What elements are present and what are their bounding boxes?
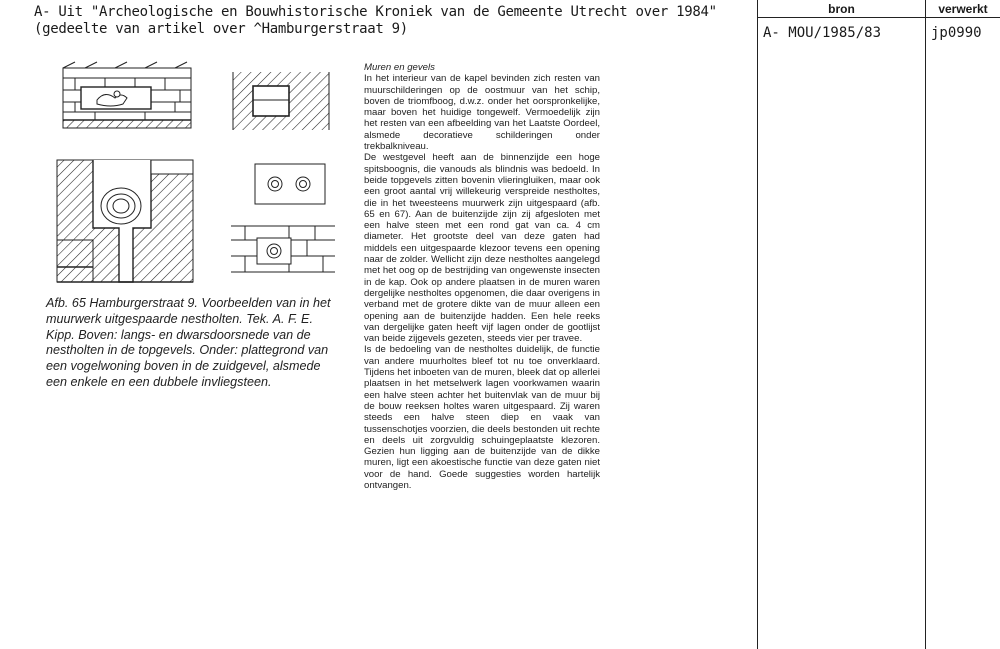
column-divider-middle (925, 0, 926, 649)
entry-stones (231, 164, 335, 272)
figure-caption: Afb. 65 Hamburgerstraat 9. Voorbeelden van in het muurwerk uitgespaarde nestholten. Tek. A. F. E. Kipp. Boven: langs- en dwarsdoorsnede van de nestholten in de topgevels. Onder: plattegrond van een vogelwoning boven in de zuidgevel, alsmede een enkele en een dubbele invliegsteen. (46, 296, 331, 389)
bron-label: bron (828, 2, 855, 16)
verwerkt-value: jp0990 (931, 25, 982, 41)
bird-dwelling-plan (57, 160, 193, 282)
article-heading: Muren en gevels (364, 62, 435, 73)
longitudinal-section (63, 62, 191, 128)
nest-hole-drawing (45, 60, 345, 290)
article-body (364, 62, 600, 491)
verwerkt-label: verwerkt (938, 2, 988, 16)
bron-value: A- MOU/1985/83 (763, 25, 882, 41)
header-line-1: A- Uit "Archeologische en Bouwhistorische Kroniek van de Gemeente Utrecht over 1984" (34, 4, 717, 20)
header-line-2: (gedeelte van artikel over ^Hamburgerstraat 9) (34, 21, 408, 37)
column-divider-left (757, 0, 758, 649)
cross-section (233, 72, 329, 130)
column-header-rule (757, 17, 1000, 18)
article-paragraph: In het interieur van de kapel bevinden zich resten van muurschilderingen op de oostmuur van het schip, boven de triomfboog, d.w.z. onder het oorspronkelijke, maar boven het huidige tongewelf. Vermoedelijk zijn het resten van een afbeelding van het Laatste Oordeel, alsmede decoratieve schilderingen onder trekbalkniveau. (364, 73, 600, 153)
article-paragraph: De westgevel heeft aan de binnenzijde een hoge spitsboognis, die vanouds als blindnis was bedoeld. In beide topgevels zitten bovenin vlieringluiken, maar ook een groot aantal vrij willekeurig verspreide nestholtes, die in het tweesteens muurwerk zijn uitgespaard (afb. 65 en 67). Aan de buitenzijde zijn zij afgesloten met een halve steen met een rond gat van ca. 4 cm diameter. Het grootste deel van deze gaten had middels een uitgespaarde klezoor tevens een opening naar de zolder. Wellicht zijn deze nestholtes aangelegd met het oog op de bestrijding van ongewenste insecten in de kap. Ook op andere plaatsen in de muren waren dergelijke nestholtes opgenomen, die daar overigens in verband met de grotere dikte van de muur alleen een opening aan de buitenzijde hadden. Een hele reeks van dergelijke gaten heeft vijf lagen onder de gootlijst van beide zijgevels gezeten, steeds vier per travee. (364, 152, 600, 345)
article-paragraph: Is de bedoeling van de nestholtes duidelijk, de functie van andere muurholtes bleef tot nu toe onverklaard. Tijdens het inboeten van de muren, bleek dat op allerlei plaatsen in het metselwerk lagen voorkwamen waarin een halve steen achter het buitenvlak van de muur bij de bouw reeksen holtes waren uitgespaard. Zij waren steeds een halve steen diep en vaak van tussenschotjes voorzien, die deels bestonden uit rechte en deels uit zorgvuldig schuingeplaatste klezoren. Gezien hun ligging aan de buitenzijde van de dikke muren, ligt een akoestische functie van deze gaten niet voor de hand. Goede suggesties worden hartelijk ontvangen. (364, 344, 600, 491)
